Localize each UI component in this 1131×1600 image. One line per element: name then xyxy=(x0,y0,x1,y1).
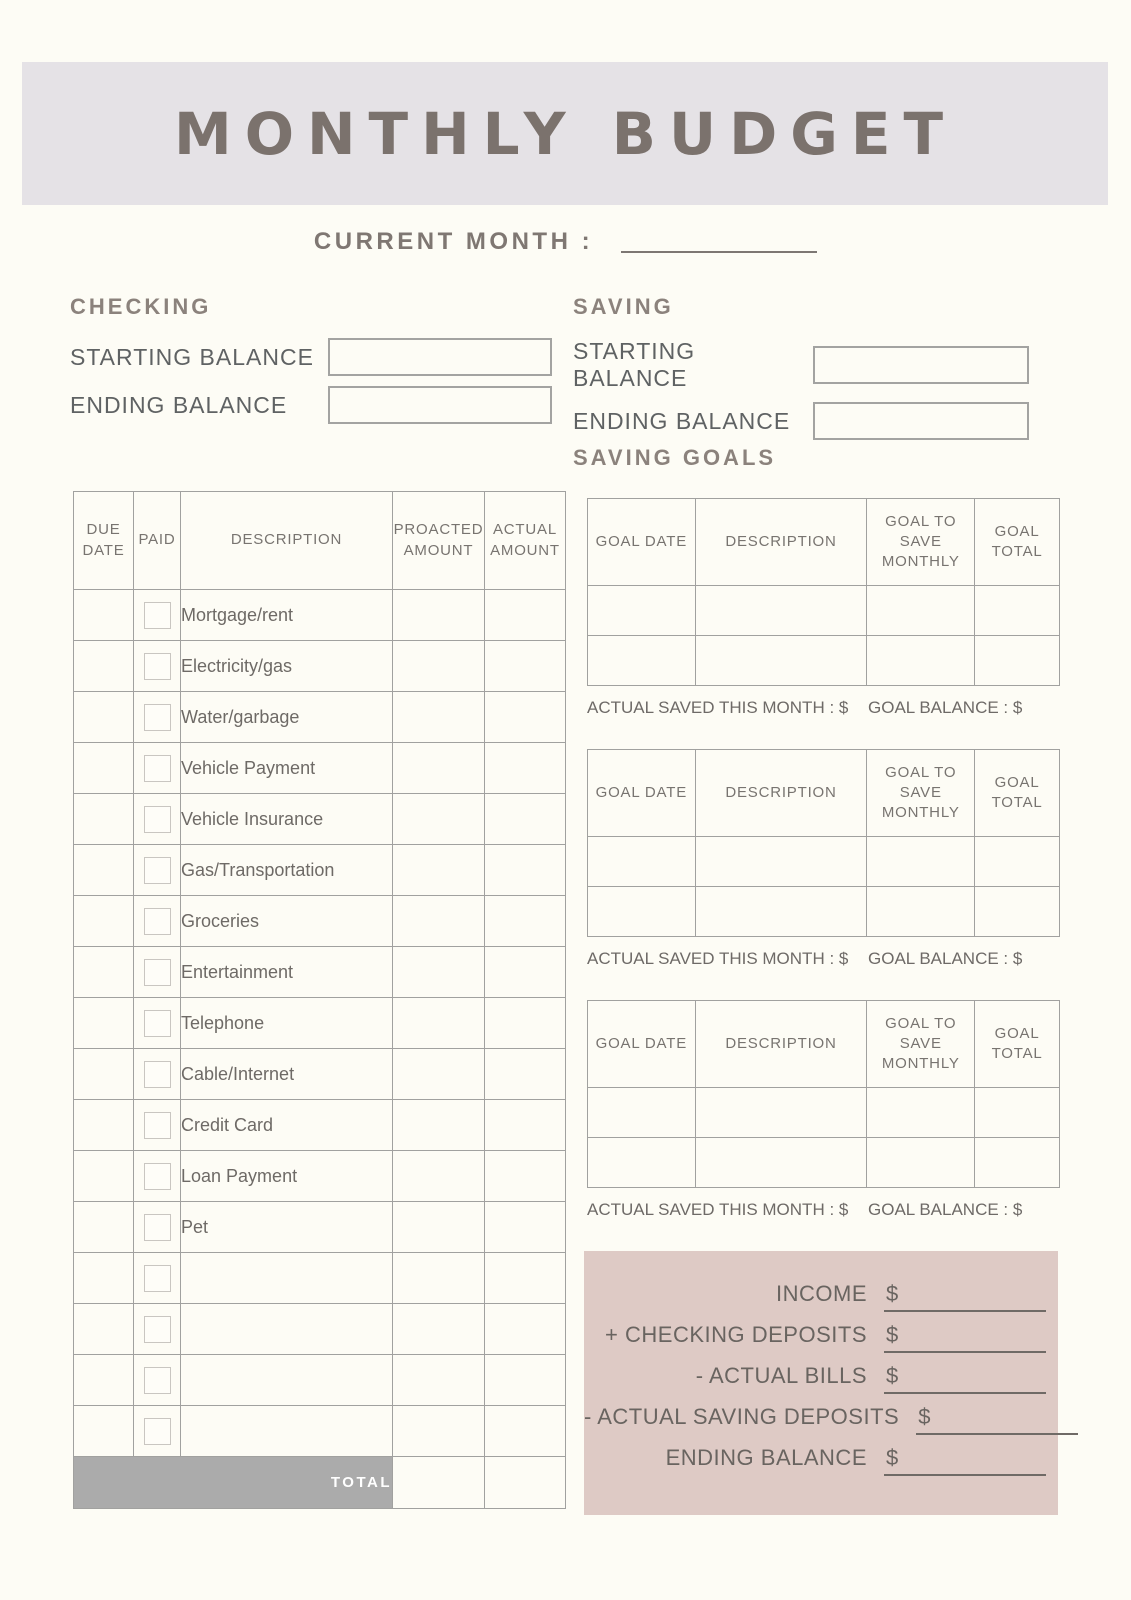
paid-cell xyxy=(134,845,181,896)
paid-cell xyxy=(134,692,181,743)
goal-table-header-row xyxy=(588,1001,1060,1088)
description-cell: Gas/Transportation xyxy=(181,845,393,896)
proacted-amount-cell[interactable] xyxy=(393,794,485,845)
due-date-cell[interactable] xyxy=(74,1202,134,1253)
paid-cell xyxy=(134,998,181,1049)
goal-description-cell[interactable] xyxy=(695,1088,867,1138)
total-label-cell: TOTAL xyxy=(74,1457,393,1509)
checking-ending-balance-label: ENDING BALANCE xyxy=(70,391,288,418)
goal-total-cell[interactable] xyxy=(975,1138,1060,1188)
actual-amount-cell[interactable] xyxy=(485,692,566,743)
actual-amount-cell[interactable] xyxy=(485,743,566,794)
goal-date-cell[interactable] xyxy=(588,1138,696,1188)
due-date-cell[interactable] xyxy=(74,641,134,692)
actual-amount-cell[interactable] xyxy=(485,1253,566,1304)
saving-goal-table xyxy=(587,1000,1060,1188)
expense-total-row xyxy=(74,1457,566,1509)
goal-table-row xyxy=(588,636,1060,686)
summary-row xyxy=(584,1353,1058,1394)
goal-description-header: DESCRIPTION xyxy=(695,499,867,586)
goal-total-header: GOAL TOTAL xyxy=(975,499,1060,586)
checking-section xyxy=(70,294,552,434)
due-date-cell[interactable] xyxy=(74,590,134,641)
expense-table-row xyxy=(74,1406,566,1457)
paid-checkbox[interactable] xyxy=(144,704,171,731)
paid-checkbox[interactable] xyxy=(144,857,171,884)
saving-starting-balance-input[interactable] xyxy=(813,346,1029,384)
goal-date-header: GOAL DATE xyxy=(588,750,696,837)
goal-description-cell[interactable] xyxy=(695,586,867,636)
proacted-amount-cell[interactable] xyxy=(393,590,485,641)
proacted-amount-cell[interactable] xyxy=(393,743,485,794)
due-date-cell[interactable] xyxy=(74,794,134,845)
proacted-amount-cell[interactable] xyxy=(393,998,485,1049)
saving-ending-balance-row xyxy=(573,402,1029,440)
goal-table-row xyxy=(588,586,1060,636)
goal-description-cell[interactable] xyxy=(695,837,867,887)
paid-checkbox[interactable] xyxy=(144,1214,171,1241)
proacted-amount-cell[interactable] xyxy=(393,1406,485,1457)
actual-amount-cell[interactable] xyxy=(485,947,566,998)
expense-table-header-row xyxy=(74,492,566,590)
checking-ending-balance-input[interactable] xyxy=(328,386,552,424)
goal-total-cell[interactable] xyxy=(975,586,1060,636)
saving-goal-table xyxy=(587,498,1060,686)
saving-starting-balance-label: STARTING BALANCE xyxy=(573,338,696,391)
goal-date-cell[interactable] xyxy=(588,837,696,887)
actual-amount-cell[interactable] xyxy=(485,1202,566,1253)
goal-table-header-row xyxy=(588,750,1060,837)
goal-to-save-monthly-header: GOAL TO SAVE MONTHLY xyxy=(867,1001,975,1088)
paid-checkbox[interactable] xyxy=(144,602,171,629)
goal-total-header: GOAL TOTAL xyxy=(975,1001,1060,1088)
paid-checkbox[interactable] xyxy=(144,1163,171,1190)
paid-checkbox[interactable] xyxy=(144,959,171,986)
summary-label: ENDING BALANCE xyxy=(665,1445,867,1470)
paid-cell xyxy=(134,1100,181,1151)
goal-date-cell[interactable] xyxy=(588,887,696,937)
summary-amount-field[interactable]: $ xyxy=(916,1404,1078,1435)
expense-table xyxy=(73,491,566,1509)
expense-table-row xyxy=(74,947,566,998)
proacted-amount-cell[interactable] xyxy=(393,1049,485,1100)
checking-starting-balance-label: STARTING BALANCE xyxy=(70,343,314,370)
proacted-amount-cell[interactable] xyxy=(393,1202,485,1253)
description-cell: Cable/Internet xyxy=(181,1049,393,1100)
goal-to-save-monthly-cell[interactable] xyxy=(867,887,975,937)
goal-date-cell[interactable] xyxy=(588,1088,696,1138)
proacted-amount-cell[interactable] xyxy=(393,845,485,896)
goal-total-cell[interactable] xyxy=(975,837,1060,887)
paid-cell xyxy=(134,743,181,794)
actual-amount-cell[interactable] xyxy=(485,998,566,1049)
description-cell: Pet xyxy=(181,1202,393,1253)
goal-date-header: GOAL DATE xyxy=(588,499,696,586)
saving-goal-block xyxy=(584,1000,1060,1222)
actual-amount-cell[interactable] xyxy=(485,590,566,641)
goal-date-cell[interactable] xyxy=(588,586,696,636)
goal-total-header: GOAL TOTAL xyxy=(975,750,1060,837)
actual-amount-cell[interactable] xyxy=(485,794,566,845)
saving-goal-table xyxy=(587,749,1060,937)
actual-saved-label: ACTUAL SAVED THIS MONTH : $ xyxy=(587,1200,849,1219)
goal-description-header: DESCRIPTION xyxy=(695,1001,867,1088)
expense-table-row xyxy=(74,845,566,896)
paid-cell xyxy=(134,794,181,845)
goal-date-cell[interactable] xyxy=(588,636,696,686)
actual-amount-cell[interactable] xyxy=(485,1406,566,1457)
saving-heading: SAVING xyxy=(573,294,674,319)
description-cell[interactable] xyxy=(181,1406,393,1457)
expense-table-body xyxy=(74,590,566,1457)
actual-amount-cell[interactable] xyxy=(485,1049,566,1100)
proacted-amount-header: PROACTED AMOUNT xyxy=(393,492,485,590)
summary-amount-field[interactable]: $ xyxy=(884,1445,1046,1476)
due-date-header: DUE DATE xyxy=(74,492,134,590)
goal-table-header-row xyxy=(588,499,1060,586)
expense-table-row xyxy=(74,1355,566,1406)
goal-table-row xyxy=(588,1088,1060,1138)
description-cell[interactable] xyxy=(181,1253,393,1304)
expense-table-row xyxy=(74,590,566,641)
checking-starting-balance-row xyxy=(70,338,552,376)
actual-amount-cell[interactable] xyxy=(485,1304,566,1355)
title-banner xyxy=(22,62,1108,205)
proacted-amount-cell[interactable] xyxy=(393,1355,485,1406)
summary-label: - ACTUAL SAVING DEPOSITS xyxy=(584,1404,900,1429)
paid-checkbox[interactable] xyxy=(144,1316,171,1343)
saving-section xyxy=(573,294,1029,450)
summary-amount-field[interactable]: $ xyxy=(884,1281,1046,1312)
proacted-amount-cell[interactable] xyxy=(393,641,485,692)
expense-table-row xyxy=(74,641,566,692)
due-date-cell[interactable] xyxy=(74,1100,134,1151)
goal-description-cell[interactable] xyxy=(695,636,867,686)
goal-to-save-monthly-header: GOAL TO SAVE MONTHLY xyxy=(867,499,975,586)
summary-box xyxy=(584,1251,1058,1515)
goal-to-save-monthly-cell[interactable] xyxy=(867,837,975,887)
expense-table-row xyxy=(74,1151,566,1202)
paid-cell xyxy=(134,641,181,692)
proacted-amount-cell[interactable] xyxy=(393,1304,485,1355)
due-date-cell[interactable] xyxy=(74,947,134,998)
description-cell[interactable] xyxy=(181,1304,393,1355)
paid-checkbox[interactable] xyxy=(144,755,171,782)
proacted-amount-cell[interactable] xyxy=(393,896,485,947)
due-date-cell[interactable] xyxy=(74,998,134,1049)
description-cell: Water/garbage xyxy=(181,692,393,743)
due-date-cell[interactable] xyxy=(74,1253,134,1304)
total-proacted-amount-cell[interactable] xyxy=(393,1457,485,1509)
total-actual-amount-cell[interactable] xyxy=(485,1457,566,1509)
actual-amount-cell[interactable] xyxy=(485,641,566,692)
paid-cell xyxy=(134,896,181,947)
current-month-row xyxy=(0,228,1131,256)
description-header: DESCRIPTION xyxy=(181,492,393,590)
due-date-cell[interactable] xyxy=(74,1151,134,1202)
saving-goal-block xyxy=(584,498,1060,720)
paid-checkbox[interactable] xyxy=(144,1367,171,1394)
actual-saved-label: ACTUAL SAVED THIS MONTH : $ xyxy=(587,949,849,968)
proacted-amount-cell[interactable] xyxy=(393,1100,485,1151)
checking-starting-balance-input[interactable] xyxy=(328,338,552,376)
goal-table-row xyxy=(588,887,1060,937)
goal-table-row xyxy=(588,1138,1060,1188)
saving-goals-column xyxy=(584,498,1060,1515)
summary-amount-field[interactable]: $ xyxy=(884,1322,1046,1353)
paid-cell xyxy=(134,1406,181,1457)
actual-amount-cell[interactable] xyxy=(485,845,566,896)
actual-amount-cell[interactable] xyxy=(485,896,566,947)
paid-header: PAID xyxy=(134,492,181,590)
paid-checkbox[interactable] xyxy=(144,1112,171,1139)
current-month-input[interactable] xyxy=(621,229,817,253)
saving-ending-balance-input[interactable] xyxy=(813,402,1029,440)
goal-date-header: GOAL DATE xyxy=(588,1001,696,1088)
description-cell[interactable] xyxy=(181,1355,393,1406)
saving-ending-balance-label: ENDING BALANCE xyxy=(573,407,791,434)
paid-cell xyxy=(134,1304,181,1355)
due-date-cell[interactable] xyxy=(74,1049,134,1100)
expense-table-row xyxy=(74,896,566,947)
goal-table-row xyxy=(588,837,1060,887)
proacted-amount-cell[interactable] xyxy=(393,1253,485,1304)
checking-ending-balance-row xyxy=(70,386,552,424)
summary-label: INCOME xyxy=(776,1281,867,1306)
paid-checkbox[interactable] xyxy=(144,1061,171,1088)
checking-heading: CHECKING xyxy=(70,294,212,319)
actual-saved-label: ACTUAL SAVED THIS MONTH : $ xyxy=(587,698,849,717)
goal-caption-row xyxy=(587,1200,1060,1222)
expense-table-row xyxy=(74,1202,566,1253)
goal-description-cell[interactable] xyxy=(695,887,867,937)
goal-balance-label: GOAL BALANCE : $ xyxy=(868,698,1023,717)
expense-table-row xyxy=(74,998,566,1049)
goal-to-save-monthly-cell[interactable] xyxy=(867,636,975,686)
expense-table-row xyxy=(74,1253,566,1304)
goal-caption-row xyxy=(587,949,1060,971)
due-date-cell[interactable] xyxy=(74,743,134,794)
expense-table-row xyxy=(74,794,566,845)
paid-checkbox[interactable] xyxy=(144,1265,171,1292)
goal-description-cell[interactable] xyxy=(695,1138,867,1188)
description-cell: Entertainment xyxy=(181,947,393,998)
description-cell: Telephone xyxy=(181,998,393,1049)
paid-checkbox[interactable] xyxy=(144,653,171,680)
paid-cell xyxy=(134,1253,181,1304)
actual-amount-cell[interactable] xyxy=(485,1151,566,1202)
goal-total-cell[interactable] xyxy=(975,887,1060,937)
goal-to-save-monthly-cell[interactable] xyxy=(867,1138,975,1188)
description-cell: Credit Card xyxy=(181,1100,393,1151)
saving-goal-block xyxy=(584,749,1060,971)
goal-total-cell[interactable] xyxy=(975,1088,1060,1138)
goal-caption-row xyxy=(587,698,1060,720)
due-date-cell[interactable] xyxy=(74,845,134,896)
summary-amount-field[interactable]: $ xyxy=(884,1363,1046,1394)
goal-total-cell[interactable] xyxy=(975,636,1060,686)
paid-checkbox[interactable] xyxy=(144,908,171,935)
goal-description-header: DESCRIPTION xyxy=(695,750,867,837)
paid-checkbox[interactable] xyxy=(144,1010,171,1037)
paid-cell xyxy=(134,1202,181,1253)
expense-table-row xyxy=(74,692,566,743)
due-date-cell[interactable] xyxy=(74,1406,134,1457)
current-month-label: CURRENT MONTH : xyxy=(313,228,594,255)
summary-label: + CHECKING DEPOSITS xyxy=(605,1322,867,1347)
summary-row xyxy=(584,1435,1058,1476)
goal-to-save-monthly-cell[interactable] xyxy=(867,1088,975,1138)
description-cell: Vehicle Insurance xyxy=(181,794,393,845)
saving-goals-heading: SAVING GOALS xyxy=(573,445,777,470)
paid-cell xyxy=(134,1049,181,1100)
actual-amount-cell[interactable] xyxy=(485,1100,566,1151)
expense-table-row xyxy=(74,743,566,794)
goal-balance-label: GOAL BALANCE : $ xyxy=(868,949,1023,968)
expense-table-row xyxy=(74,1049,566,1100)
expense-table-row xyxy=(74,1304,566,1355)
description-cell: Mortgage/rent xyxy=(181,590,393,641)
paid-cell xyxy=(134,590,181,641)
due-date-cell[interactable] xyxy=(74,692,134,743)
summary-row xyxy=(584,1312,1058,1353)
proacted-amount-cell[interactable] xyxy=(393,692,485,743)
goal-to-save-monthly-cell[interactable] xyxy=(867,586,975,636)
paid-cell xyxy=(134,947,181,998)
paid-cell xyxy=(134,1151,181,1202)
description-cell: Vehicle Payment xyxy=(181,743,393,794)
paid-checkbox[interactable] xyxy=(144,1418,171,1445)
actual-amount-header: ACTUAL AMOUNT xyxy=(485,492,566,590)
due-date-cell[interactable] xyxy=(74,1355,134,1406)
page-title: MONTHLY BUDGET xyxy=(173,99,957,168)
actual-amount-cell[interactable] xyxy=(485,1355,566,1406)
proacted-amount-cell[interactable] xyxy=(393,947,485,998)
paid-cell xyxy=(134,1355,181,1406)
proacted-amount-cell[interactable] xyxy=(393,1151,485,1202)
goal-to-save-monthly-header: GOAL TO SAVE MONTHLY xyxy=(867,750,975,837)
summary-label: - ACTUAL BILLS xyxy=(695,1363,867,1388)
summary-row xyxy=(584,1394,1058,1435)
saving-starting-balance-row xyxy=(573,338,1029,392)
description-cell: Electricity/gas xyxy=(181,641,393,692)
paid-checkbox[interactable] xyxy=(144,806,171,833)
description-cell: Loan Payment xyxy=(181,1151,393,1202)
due-date-cell[interactable] xyxy=(74,1304,134,1355)
goal-balance-label: GOAL BALANCE : $ xyxy=(868,1200,1023,1219)
description-cell: Groceries xyxy=(181,896,393,947)
expense-table-row xyxy=(74,1100,566,1151)
summary-row xyxy=(584,1271,1058,1312)
due-date-cell[interactable] xyxy=(74,896,134,947)
